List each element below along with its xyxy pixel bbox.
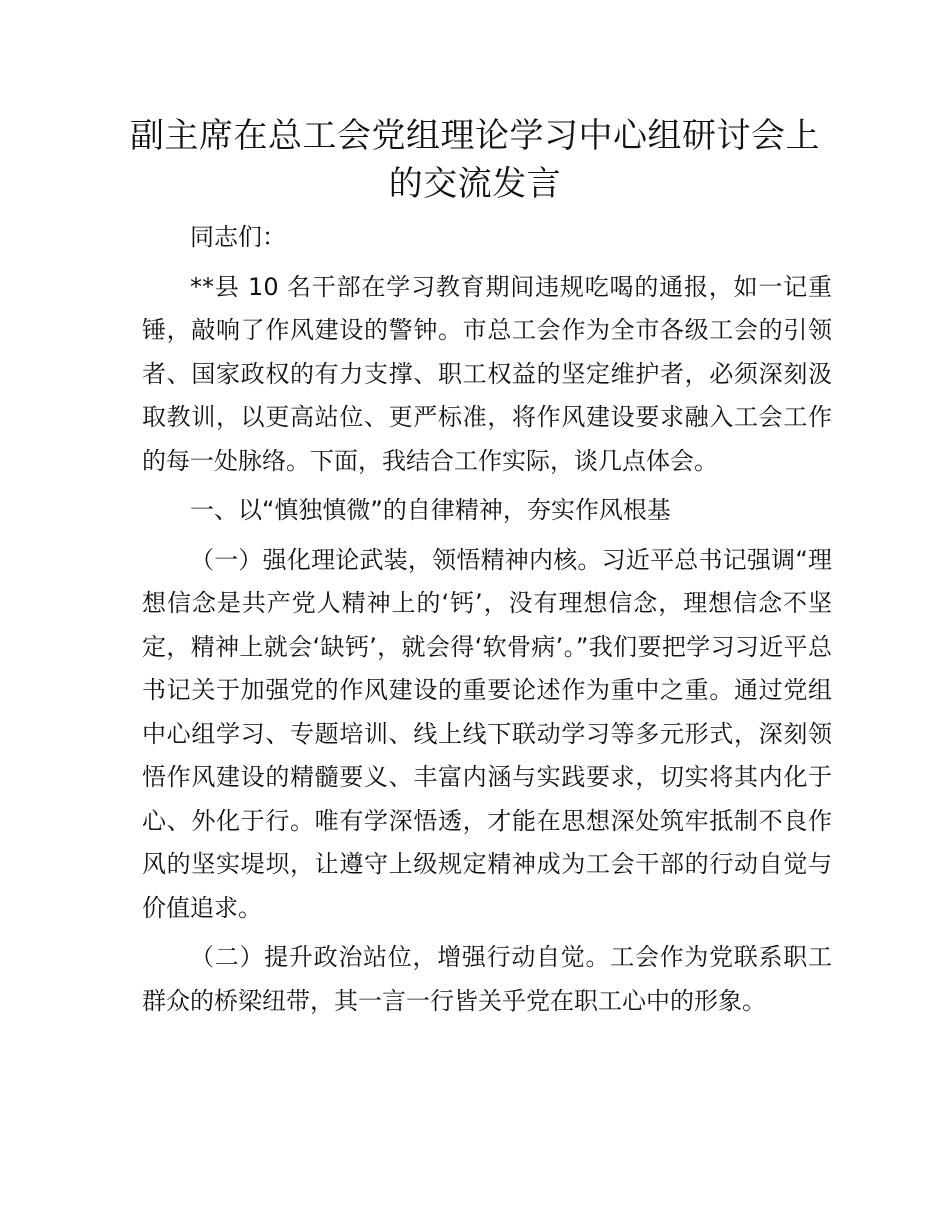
paragraph-intro: **县 10 名干部在学习教育期间违规吃喝的通报，如一记重锤，敲响了作风建设的警钟。市总工会作为全市各级工会的引领者、国家政权的有力支撑、职工权益的坚定维护者，必须深刻汲取教训，以更高站位、更严标准，将作风建设要求融入工会工作的每一处脉络。下面，我结合工作实际，谈几点体会。 — [142, 272, 832, 475]
document-body — [142, 216, 832, 1029]
title-line-1: 副主席在总工会党组理论学习中心组研讨会上 — [130, 116, 820, 156]
document-title — [0, 112, 950, 208]
section-heading-1: 一、以“慎独慎微”的自律精神，夯实作风根基 — [190, 496, 671, 524]
title-line-2: 的交流发言 — [388, 164, 562, 204]
salutation: 同志们： — [190, 223, 286, 251]
paragraph-subsection-2: （二）提升政治站位，增强行动自觉。工会作为党联系职工群众的桥梁纽带，其一言一行皆关乎党在职工心中的形象。 — [142, 943, 832, 1015]
paragraph-subsection-1: （一）强化理论武装，领悟精神内核。习近平总书记强调“理想信念是共产党人精神上的‘钙’，没有理想信念，理想信念不坚定，精神上就会‘缺钙’，就会得‘软骨病’。”我们要把学习习近平总书记关于加强党的作风建设的重要论述作为重中之重。通过党组中心组学习、专题培训、线上线下联动学习等多元形式，深刻领悟作风建设的精髓要义、丰富内涵与实践要求，切实将其内化于心、外化于行。唯有学深悟透，才能在思想深处筑牢抵制不良作风的坚实堤坝，让遵守上级规定精神成为工会干部的行动自觉与价值追求。 — [142, 545, 832, 922]
